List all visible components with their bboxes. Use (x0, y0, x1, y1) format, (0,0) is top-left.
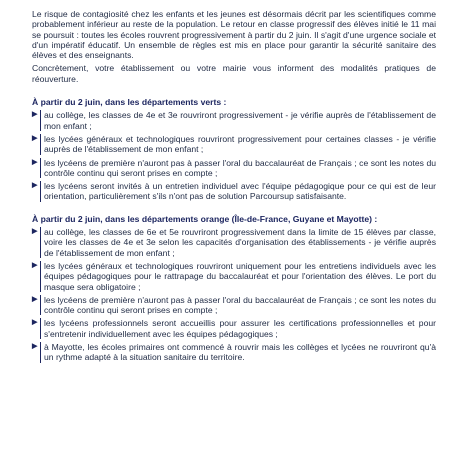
section-orange-list (32, 227, 436, 363)
arrow-bullet-icon: ▶ (32, 111, 38, 119)
list-item-text: au collège, les classes de 6e et 5e rouvriront progressivement dans la limite de 15 élèves par classe, voire les classes de 4e et 3e selon les capacités d'organisation des établissements - je vérifie auprès de l'établissement de mon enfant ; (40, 227, 436, 258)
list-item (32, 134, 436, 155)
list-item (32, 110, 436, 131)
list-item (32, 181, 436, 202)
list-item-text: les lycéens seront invités à un entretien individuel avec l'équipe pédagogique pour ce qui est de leur orientation, particulièrement s'ils n'ont pas de solution Parcoursup satisfaisante. (40, 181, 436, 202)
list-item-text: les lycéens de première n'auront pas à passer l'oral du baccalauréat de Français ; ce sont les notes du contrôle continu qui seront prises en compte ; (40, 158, 436, 179)
list-item (32, 158, 436, 179)
intro-practical-paragraph: Concrètement, votre établissement ou votre mairie vous informent des modalités pratiques de réouverture. (32, 63, 436, 84)
intro-paragraph: Le risque de contagiosité chez les enfants et les jeunes est désormais décrit par les scientifiques comme probablement inférieur au reste de la population. Le retour en classe progressif des élèves initié le 11 mai se poursuit : toutes les écoles rouvrent progressivement à partir du 2 juin. Il s'agit d'une urgence sociale et d'un impératif éducatif. Un ensemble de règles est mis en place pour garantir la sécurité sanitaire des élèves et des enseignants. (32, 9, 436, 61)
arrow-bullet-icon: ▶ (32, 134, 38, 142)
arrow-bullet-icon: ▶ (32, 319, 38, 327)
section-orange-heading: À partir du 2 juin, dans les départements orange (Île-de-France, Guyane et Mayotte) : (32, 213, 378, 224)
arrow-bullet-icon: ▶ (32, 182, 38, 190)
list-item (32, 342, 436, 363)
section-green-list (32, 110, 436, 201)
arrow-bullet-icon: ▶ (32, 261, 38, 269)
arrow-bullet-icon: ▶ (32, 158, 38, 166)
list-item-text: les lycées généraux et technologiques rouvriront progressivement pour certaines classes - je vérifie auprès de l'établissement de mon enfant ; (40, 134, 436, 155)
list-item (32, 295, 436, 316)
list-item-text: les lycéens professionnels seront accueillis pour assurer les certifications professionnelles et pour s'entretenir individuellement avec les équipes pédagogiques ; (40, 318, 436, 339)
arrow-bullet-icon: ▶ (32, 343, 38, 351)
list-item-text: les lycées généraux et technologiques rouvriront uniquement pour les entretiens individuels avec les équipes pédagogiques pour le rattrapage du baccalauréat et pour l'orientation des élèves. Le port du masque sera obligatoire ; (40, 261, 436, 292)
list-item-text: à Mayotte, les écoles primaires ont commencé à rouvrir mais les collèges et lycées ne rouvriront qu'à un rythme adapté à la situation sanitaire du territoire. (40, 342, 436, 363)
list-item-text: au collège, les classes de 4e et 3e rouvriront progressivement - je vérifie auprès de l'établissement de mon enfant ; (40, 110, 436, 131)
list-item-text: les lycéens de première n'auront pas à passer l'oral du baccalauréat de Français ; ce sont les notes du contrôle continu qui seront prises en compte ; (40, 295, 436, 316)
arrow-bullet-icon: ▶ (32, 228, 38, 236)
list-item (32, 227, 436, 258)
arrow-bullet-icon: ▶ (32, 295, 38, 303)
section-green-heading: À partir du 2 juin, dans les départements verts : (32, 97, 227, 108)
list-item (32, 318, 436, 339)
list-item (32, 261, 436, 292)
